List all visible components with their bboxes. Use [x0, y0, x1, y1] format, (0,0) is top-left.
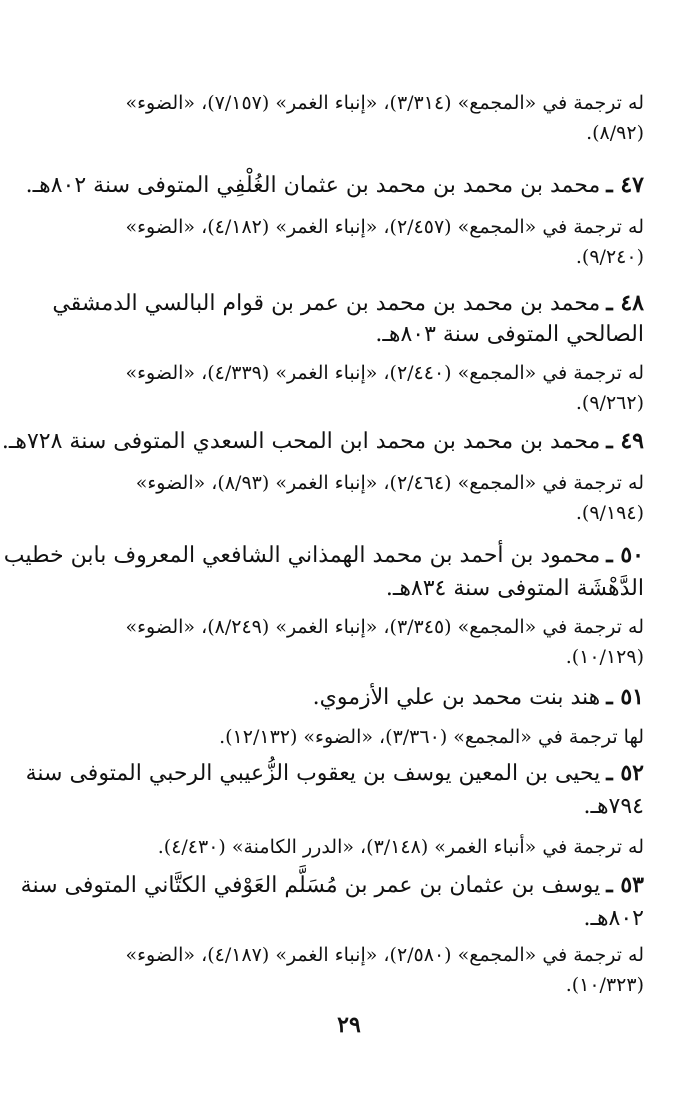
entry-number: ٥٣ ـ: [606, 872, 644, 898]
entry-text: محمد بن محمد بن محمد بن عمر بن قوام البالسي الدمشقي: [52, 291, 601, 316]
ref-line: (١٠/١٢٩).: [565, 646, 644, 668]
entry-52: [25, 758, 644, 789]
ref-line: (٩/٢٦٢).: [575, 392, 644, 414]
entry-number: ٤٧ ـ: [606, 172, 644, 198]
entry-50-cont: الدَّهْشَة المتوفى سنة ٨٣٤هـ.: [385, 576, 644, 601]
entry-text: محمد بن محمد بن محمد ابن المحب السعدي المتوفى سنة ٧٢٨هـ.: [1, 429, 601, 454]
ref-line: له ترجمة في «أنباء الغمر» (٣/١٤٨)، «الدرر الكامنة» (٤/٤٣٠).: [157, 836, 644, 858]
entry-49: [1, 426, 644, 457]
entry-50: [3, 540, 644, 571]
entry-text: محمد بن محمد بن محمد بن عثمان الغُلْفِي المتوفى سنة ٨٠٢هـ.: [25, 173, 601, 198]
page-number: ٢٩: [337, 1012, 361, 1038]
entry-48: [54, 288, 644, 319]
entry-48-cont: الصالحي المتوفى سنة ٨٠٣هـ.: [375, 322, 644, 347]
entry-51: [54, 682, 644, 713]
ref-line: له ترجمة في «المجمع» (٣/٣١٤)، «إنباء الغمر» (٧/١٥٧)، «الضوء»: [125, 92, 644, 114]
ref-line: (١٠/٣٢٣).: [565, 974, 644, 996]
ref-line: له ترجمة في «المجمع» (٣/٣٤٥)، «إنباء الغمر» (٨/٢٤٩)، «الضوء»: [125, 616, 644, 638]
entry-text: محمود بن أحمد بن محمد الهمذاني الشافعي المعروف بابن خطيب: [3, 543, 601, 568]
ref-line: لها ترجمة في «المجمع» (٣/٣٦٠)، «الضوء» (١٢/١٣٢).: [219, 726, 644, 748]
entry-53: [20, 870, 644, 901]
entry-53-cont: ٨٠٢هـ.: [583, 906, 644, 931]
entry-text: يحيى بن المعين يوسف بن يعقوب الزُّعيبي الرحبي المتوفى سنة: [25, 761, 601, 786]
entry-number: ٥١ ـ: [606, 684, 644, 710]
ref-line: له ترجمة في «المجمع» (٢/٤٦٤)، «إنباء الغمر» (٨/٩٣)، «الضوء»: [135, 472, 644, 494]
entry-number: ٤٩ ـ: [606, 428, 644, 454]
ref-line: (٨/٩٢).: [586, 122, 644, 144]
ref-line: (٩/١٩٤).: [575, 502, 644, 524]
ref-line: له ترجمة في «المجمع» (٢/٤٤٠)، «إنباء الغمر» (٤/٣٣٩)، «الضوء»: [125, 362, 644, 384]
ref-line: (٩/٢٤٠).: [575, 246, 644, 268]
entry-text: هند بنت محمد بن علي الأزموي.: [312, 685, 601, 710]
entry-52-cont: ٧٩٤هـ.: [583, 794, 644, 819]
ref-line: له ترجمة في «المجمع» (٢/٤٥٧)، «إنباء الغمر» (٤/١٨٢)، «الضوء»: [125, 216, 644, 238]
ref-line: له ترجمة في «المجمع» (٢/٥٨٠)، «إنباء الغمر» (٤/١٨٧)، «الضوء»: [125, 944, 644, 966]
entry-number: ٥٢ ـ: [606, 760, 644, 786]
entry-number: ٥٠ ـ: [606, 542, 644, 568]
entry-47: [25, 170, 644, 201]
entry-text: يوسف بن عثمان بن عمر بن مُسَلَّم العَوْفي الكتَّاني المتوفى سنة: [20, 873, 601, 898]
entry-number: ٤٨ ـ: [606, 290, 644, 316]
